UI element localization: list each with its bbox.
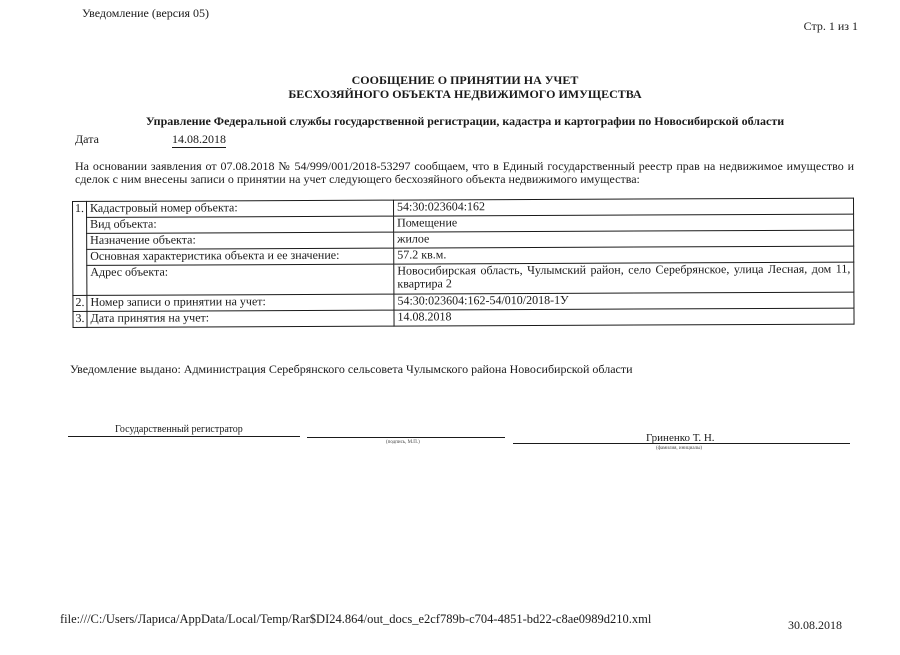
document-title-line2: БЕСХОЗЯЙНОГО ОБЪЕКТА НЕДВИЖИМОГО ИМУЩЕСТВА	[288, 87, 642, 101]
date-label: Дата	[75, 132, 99, 146]
registrar-position-line	[68, 436, 300, 437]
row-label-record-number: Номер записи о принятии на учет:	[87, 294, 394, 311]
row-label-address: Адрес объекта:	[87, 264, 394, 295]
row-value-cadastral: 54:30:023604:162	[393, 198, 853, 216]
issuing-authority: Управление Федеральной службы государственной регистрации, кадастра и картографии по Новосибирской области	[145, 114, 785, 128]
section-number-1: 1.	[73, 201, 87, 295]
row-label-cadastral: Кадастровый номер объекта:	[87, 200, 394, 217]
registrar-name: Гриненко Т. Н.	[646, 432, 715, 444]
footer-file-path: file:///C:/Users/Лариса/AppData/Local/Temp/Rar$DI24.864/out_docs_e2cf789b-c704-4851-bd22-c8ae0989d210.xml	[60, 612, 652, 626]
row-value-characteristic: 57.2 кв.м.	[394, 246, 854, 264]
signature-line	[307, 437, 505, 438]
row-label-accept-date: Дата принятия на учет:	[87, 310, 394, 327]
row-value-object-type: Помещение	[394, 214, 854, 232]
page-info: Стр. 1 из 1	[803, 19, 858, 33]
section-number-3: 3.	[73, 311, 87, 327]
document-title-line1: СООБЩЕНИЕ О ПРИНЯТИИ НА УЧЕТ	[351, 73, 579, 87]
date-value: 14.08.2018	[172, 132, 226, 146]
registrar-name-line	[513, 443, 850, 444]
footer-print-date: 30.08.2018	[788, 618, 842, 632]
row-value-purpose: жилое	[394, 230, 854, 248]
signature-caption: (подпись, М.П.)	[386, 440, 420, 445]
registrar-position: Государственный регистратор	[115, 424, 243, 435]
intro-paragraph: На основании заявления от 07.08.2018 № 54/999/001/2018-53297 сообщаем, что в Единый государственный реестр прав на недвижимое имущество и сделок с ним внесены записи о принятии на учет следующего бесхозяйного объекта недвижимого имущества:	[75, 159, 854, 186]
row-value-address: Новосибирская область, Чулымский район, село Серебрянское, улица Лесная, дом 11, квартира 2	[394, 262, 854, 294]
table-row	[73, 308, 854, 327]
row-label-characteristic: Основная характеристика объекта и ее значение:	[87, 248, 394, 265]
issued-to: Уведомление выдано: Администрация Серебрянского сельсовета Чулымского района Новосибирской области	[70, 362, 633, 376]
row-label-object-type: Вид объекта:	[87, 216, 394, 233]
table-row	[73, 262, 854, 295]
object-details-table	[72, 198, 855, 328]
name-caption: (фамилия, инициалы)	[656, 446, 703, 451]
row-value-record-number: 54:30:023604:162-54/010/2018-1У	[394, 292, 854, 310]
row-label-purpose: Назначение объекта:	[87, 232, 394, 249]
section-number-2: 2.	[73, 295, 87, 311]
notice-version: Уведомление (версия 05)	[82, 6, 210, 20]
row-value-accept-date: 14.08.2018	[394, 308, 854, 326]
